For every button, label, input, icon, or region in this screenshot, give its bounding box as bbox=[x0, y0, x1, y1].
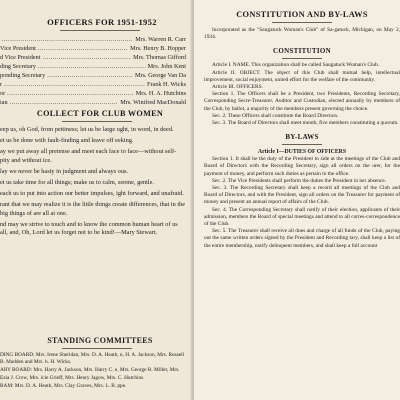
constitution-page bbox=[204, 9, 400, 250]
divider bbox=[62, 121, 132, 122]
officer-name: Frank H. Wicks bbox=[147, 81, 186, 88]
bylaws-sections bbox=[204, 156, 400, 250]
collect-paragraph: eep us, oh God, from pettiness; let us be large ught, in word, in deed. bbox=[0, 126, 174, 133]
committees-heading: STANDING COMMITTEES bbox=[47, 336, 153, 345]
collect-paragraph: et us be done with fault-finding and leave off eeking. bbox=[0, 137, 134, 145]
collect-heading: COLLECT FOR CLUB WOMEN bbox=[36, 109, 164, 118]
constitution-articles bbox=[204, 62, 400, 127]
collect-paragraph: ay we put away all pretense and meet each face to face—without self-pity and without ice. bbox=[0, 148, 177, 164]
constitution-heading: CONSTITUTION bbox=[272, 47, 332, 56]
officer-name: Mrs. Winifred MacDonald bbox=[120, 99, 186, 106]
bylaws-heading: BY-LAWS bbox=[285, 133, 319, 142]
bylaws-section: Sec. 3. The Recording Secretary shall keep a record all meetings of the Club and Board of Directors, and with the President, sign all orders on the Treasurer for payment of money and present an annual report of affairs of the Club. bbox=[204, 185, 400, 206]
leader-dots bbox=[47, 71, 133, 80]
collect-text bbox=[0, 126, 186, 237]
officer-name: Mrs. Thomas Gifford bbox=[133, 54, 186, 61]
officer-name: Mrs. Henry B. Hopper bbox=[130, 45, 186, 52]
collect-paragraph: rant that we may realize it is the little things create differences, that in the big things of are all at one. bbox=[0, 201, 186, 217]
constitution-article: Sec. 3. The Board of Directors shall meet month, five members constituting a quorum. bbox=[212, 120, 399, 127]
officer-title: d Vice President bbox=[0, 54, 41, 61]
divider bbox=[272, 22, 332, 23]
officer-row bbox=[0, 35, 186, 44]
officers-section bbox=[0, 17, 186, 107]
officer-title: ding Secretary bbox=[0, 63, 36, 70]
leader-dots bbox=[7, 89, 134, 98]
divider bbox=[282, 58, 322, 59]
leader-dots bbox=[2, 35, 133, 44]
constitution-title: CONSTITUTION AND BY-LAWS bbox=[236, 10, 368, 19]
committee-entry: RAM: Mrs. D. A. Heath, Mrs. Clay Graves, Mrs. L. B. ppe. bbox=[0, 382, 127, 389]
leader-dots bbox=[42, 53, 131, 62]
bylaws-article-heading: Article I—DUTIES OF OFFICERS bbox=[257, 149, 347, 156]
leader-dots bbox=[4, 80, 145, 89]
officers-list bbox=[0, 35, 186, 107]
officers-heading: OFFICERS FOR 1951-1952 bbox=[47, 17, 157, 27]
officer-row bbox=[0, 80, 186, 89]
collect-paragraph: et us take time for all things; make us to calm, serene, gentle. bbox=[0, 179, 155, 187]
officer-row bbox=[0, 71, 186, 80]
constitution-article: Article II. OBJECT. The object of this Club shall mutual help, intellectual improvement, social enjoyment, united effort for the welfare of the community. bbox=[204, 69, 400, 83]
constitution-article: Article I. NAME. This organization shall be called Saugatuck Woman's Club. bbox=[212, 62, 380, 69]
bylaws-section: Section 1. It shall be the duty of the President to side at the meetings of the Club and Board of Directors with the Recording Secretary, sign all orders on the urer, for the payment of money, and perform such duties as pertain to the office. bbox=[204, 156, 400, 177]
collect-paragraph: nd may we strive to touch and to know the common human heart of us all, and, Oh, Lord let us forget not to be kind!—Mary Stewart. bbox=[0, 220, 178, 237]
constitution-article: Sec. 2. These Officers shall constitute the Board Directors. bbox=[212, 112, 339, 119]
officer-title: ponding Secretary bbox=[0, 72, 46, 79]
officer-row bbox=[0, 98, 186, 107]
officer-title: ian bbox=[0, 99, 8, 106]
officer-row bbox=[0, 44, 186, 53]
officer-name: Mrs. Warren R. Carr bbox=[135, 36, 186, 43]
leader-dots bbox=[38, 62, 146, 71]
leader-dots bbox=[10, 98, 119, 107]
officer-row bbox=[0, 53, 186, 62]
incorporation-note bbox=[204, 27, 400, 41]
divider bbox=[62, 348, 132, 349]
committee-entry: DING BOARD: Mrs. Irene Sheridan, Mrs. D. A. Heath, n, H. A. Jackson, Mrs. Russell B. Madden and Mrs. h. H. Wicks. bbox=[0, 352, 185, 366]
bylaws-section: Sec. 4. The Corresponding Secretary shall notify of their election, applicants of their admission, members the Board of special meetings and attend to all corres-correspondence of the Club. bbox=[204, 206, 400, 228]
right-page bbox=[194, 0, 400, 400]
officer-title: r bbox=[0, 81, 3, 88]
committees-text bbox=[0, 352, 186, 390]
officer-name: Mrs. George Van Da bbox=[135, 72, 186, 79]
divider bbox=[60, 30, 140, 31]
collect-section bbox=[0, 109, 186, 240]
bylaws-section: Sec. 2. The Vice Presidents shall perform the duties the President in her absence. bbox=[212, 177, 387, 184]
collect-paragraph: each us to put into action our better impulses, ight forward, and unafraid. bbox=[0, 190, 184, 198]
divider bbox=[282, 144, 322, 145]
officer-name: Mrs. John Kent bbox=[147, 63, 186, 70]
constitution-article: Section 1. The Officers shall be a President, two Presidents, Recording Secretary, Corresponding Secre-Treasurer, Auditor and Custodian, elected annually by members of the Club, by ballot, a majority of the members present governing the choice. bbox=[204, 91, 400, 112]
incorporation-text: Incorporated as the "Saugatuck Woman's Club" of Sa-gatuck, Michigan, on May 2, 1934. bbox=[204, 27, 400, 41]
officer-name: Mrs. H. A. Hutchins bbox=[135, 90, 186, 97]
officer-title: or bbox=[0, 90, 6, 97]
committees-section bbox=[0, 336, 186, 391]
leader-dots bbox=[38, 44, 128, 53]
committee-entry: ARY BOARD: Mrs. Harry A. Jackson, Mrs. Harry C. e, Mrs. George R. Miller, Mrs. Ezia J. Crow, Mrs. icie Grieff, Mrs. Henry Jagow, Mrs. C. Hutchins. bbox=[0, 367, 180, 381]
constitution-article: Article III. OFFICERS. bbox=[212, 84, 263, 91]
officer-row bbox=[0, 62, 186, 71]
collect-paragraph: lay we never be hasty in judgment and always ous. bbox=[0, 167, 129, 175]
officer-row bbox=[0, 89, 186, 98]
bylaws-section: Sec. 5. The Treasurer shall receive all dues and charge of all funds of the Club, paying out the same written orders signed by the President and Recording tary, shall keep a list of the entire membership, notify delinquent members, and shall keep a full account bbox=[204, 228, 400, 249]
officer-title: Vice President bbox=[0, 45, 36, 52]
left-page bbox=[0, 0, 194, 400]
